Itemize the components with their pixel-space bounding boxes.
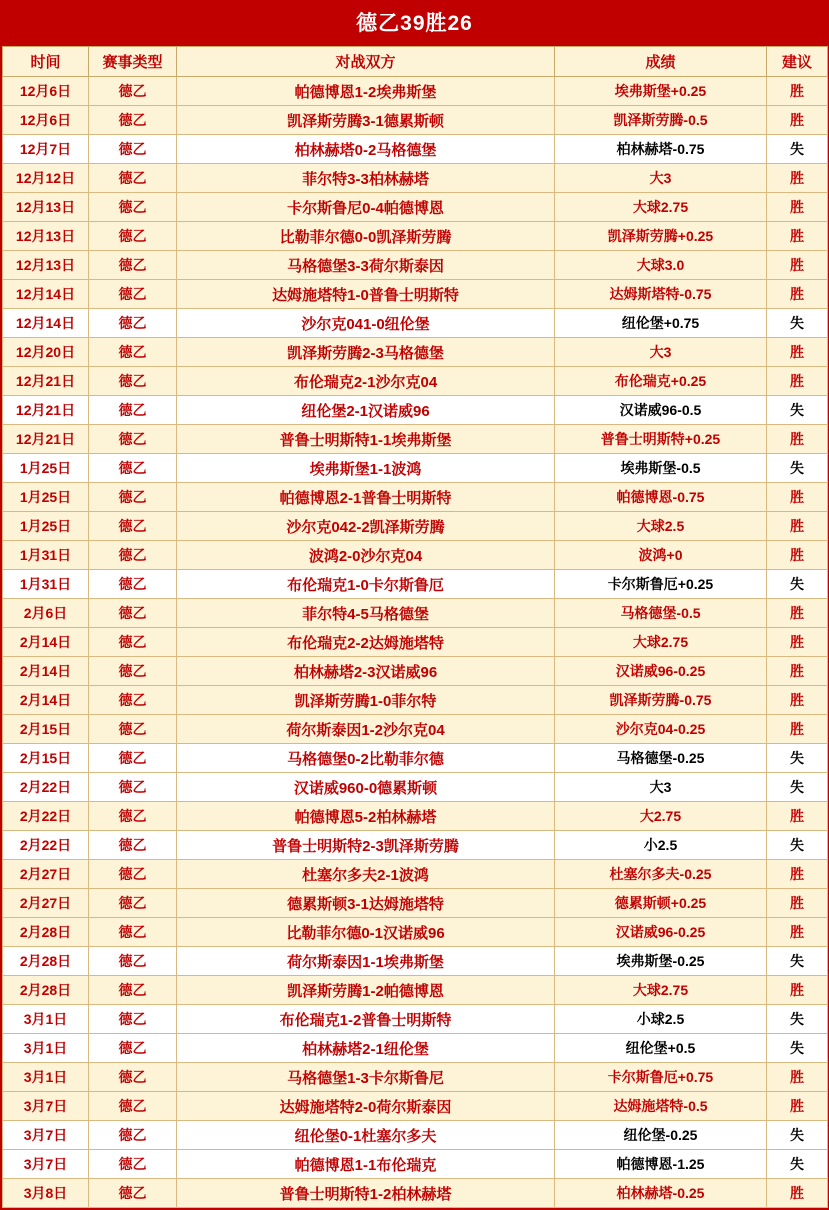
cell-match: 普鲁士明斯特2-3凯泽斯劳腾 xyxy=(177,831,555,860)
cell-advice: 胜 xyxy=(767,657,828,686)
cell-advice: 胜 xyxy=(767,628,828,657)
cell-league: 德乙 xyxy=(89,686,177,715)
table-row xyxy=(3,541,828,570)
cell-league: 德乙 xyxy=(89,947,177,976)
cell-result: 波鸿+0 xyxy=(555,541,767,570)
cell-advice: 失 xyxy=(767,947,828,976)
cell-league: 德乙 xyxy=(89,1121,177,1150)
cell-date: 12月13日 xyxy=(3,251,89,280)
cell-date: 12月21日 xyxy=(3,367,89,396)
table-row xyxy=(3,483,828,512)
cell-advice: 胜 xyxy=(767,1092,828,1121)
cell-league: 德乙 xyxy=(89,425,177,454)
cell-league: 德乙 xyxy=(89,367,177,396)
cell-advice: 胜 xyxy=(767,512,828,541)
cell-date: 12月7日 xyxy=(3,135,89,164)
cell-league: 德乙 xyxy=(89,918,177,947)
cell-league: 德乙 xyxy=(89,1092,177,1121)
cell-league: 德乙 xyxy=(89,309,177,338)
table-row xyxy=(3,135,828,164)
table-row xyxy=(3,802,828,831)
cell-date: 12月21日 xyxy=(3,396,89,425)
cell-league: 德乙 xyxy=(89,164,177,193)
cell-advice: 失 xyxy=(767,1034,828,1063)
cell-date: 2月14日 xyxy=(3,657,89,686)
column-header-advice: 建议 xyxy=(767,47,828,77)
table-row xyxy=(3,338,828,367)
cell-league: 德乙 xyxy=(89,280,177,309)
cell-league: 德乙 xyxy=(89,976,177,1005)
cell-match: 埃弗斯堡1-1波鸿 xyxy=(177,454,555,483)
cell-league: 德乙 xyxy=(89,483,177,512)
cell-date: 2月28日 xyxy=(3,947,89,976)
cell-advice: 胜 xyxy=(767,251,828,280)
table-row xyxy=(3,860,828,889)
table-row xyxy=(3,744,828,773)
cell-advice: 胜 xyxy=(767,715,828,744)
cell-match: 达姆施塔特1-0普鲁士明斯特 xyxy=(177,280,555,309)
cell-result: 小球2.5 xyxy=(555,1005,767,1034)
cell-date: 12月20日 xyxy=(3,338,89,367)
cell-match: 德累斯顿3-1达姆施塔特 xyxy=(177,889,555,918)
cell-advice: 胜 xyxy=(767,1063,828,1092)
table-row xyxy=(3,599,828,628)
cell-league: 德乙 xyxy=(89,831,177,860)
cell-match: 帕德博恩1-2埃弗斯堡 xyxy=(177,77,555,106)
cell-league: 德乙 xyxy=(89,396,177,425)
cell-league: 德乙 xyxy=(89,541,177,570)
cell-result: 杜塞尔多夫-0.25 xyxy=(555,860,767,889)
table-row xyxy=(3,947,828,976)
cell-date: 2月15日 xyxy=(3,715,89,744)
cell-league: 德乙 xyxy=(89,222,177,251)
cell-date: 12月13日 xyxy=(3,222,89,251)
cell-match: 凯泽斯劳腾2-3马格德堡 xyxy=(177,338,555,367)
cell-advice: 胜 xyxy=(767,976,828,1005)
cell-advice: 失 xyxy=(767,1150,828,1179)
cell-match: 卡尔斯鲁尼0-4帕德博恩 xyxy=(177,193,555,222)
cell-league: 德乙 xyxy=(89,512,177,541)
cell-league: 德乙 xyxy=(89,135,177,164)
cell-league: 德乙 xyxy=(89,77,177,106)
cell-league: 德乙 xyxy=(89,1005,177,1034)
cell-date: 2月28日 xyxy=(3,976,89,1005)
cell-match: 比勒菲尔德0-1汉诺威96 xyxy=(177,918,555,947)
table-row xyxy=(3,889,828,918)
cell-date: 3月7日 xyxy=(3,1092,89,1121)
cell-result: 凯泽斯劳腾+0.25 xyxy=(555,222,767,251)
cell-date: 2月27日 xyxy=(3,889,89,918)
cell-advice: 胜 xyxy=(767,802,828,831)
cell-match: 帕德博恩5-2柏林赫塔 xyxy=(177,802,555,831)
cell-advice: 胜 xyxy=(767,889,828,918)
cell-advice: 胜 xyxy=(767,686,828,715)
cell-result: 马格德堡-0.5 xyxy=(555,599,767,628)
match-table xyxy=(2,46,828,1208)
cell-league: 德乙 xyxy=(89,860,177,889)
cell-league: 德乙 xyxy=(89,193,177,222)
cell-advice: 失 xyxy=(767,570,828,599)
cell-date: 12月21日 xyxy=(3,425,89,454)
cell-advice: 胜 xyxy=(767,483,828,512)
cell-date: 2月15日 xyxy=(3,744,89,773)
table-row xyxy=(3,1063,828,1092)
cell-result: 帕德博恩-0.75 xyxy=(555,483,767,512)
cell-league: 德乙 xyxy=(89,657,177,686)
column-header-league: 赛事类型 xyxy=(89,47,177,77)
cell-result: 埃弗斯堡-0.25 xyxy=(555,947,767,976)
cell-advice: 失 xyxy=(767,309,828,338)
cell-date: 3月7日 xyxy=(3,1150,89,1179)
cell-result: 汉诺威96-0.25 xyxy=(555,918,767,947)
cell-match: 荷尔斯泰因1-2沙尔克04 xyxy=(177,715,555,744)
cell-date: 2月22日 xyxy=(3,773,89,802)
table-row xyxy=(3,657,828,686)
table-row xyxy=(3,251,828,280)
cell-date: 2月14日 xyxy=(3,628,89,657)
cell-advice: 胜 xyxy=(767,425,828,454)
table-row xyxy=(3,280,828,309)
table-row xyxy=(3,1092,828,1121)
table-row xyxy=(3,1179,828,1208)
cell-match: 沙尔克042-2凯泽斯劳腾 xyxy=(177,512,555,541)
column-header-date: 时间 xyxy=(3,47,89,77)
table-row xyxy=(3,1005,828,1034)
cell-league: 德乙 xyxy=(89,570,177,599)
cell-league: 德乙 xyxy=(89,599,177,628)
cell-league: 德乙 xyxy=(89,106,177,135)
cell-advice: 失 xyxy=(767,744,828,773)
cell-result: 马格德堡-0.25 xyxy=(555,744,767,773)
cell-advice: 胜 xyxy=(767,338,828,367)
cell-league: 德乙 xyxy=(89,1063,177,1092)
table-row xyxy=(3,164,828,193)
cell-league: 德乙 xyxy=(89,454,177,483)
cell-match: 马格德堡3-3荷尔斯泰因 xyxy=(177,251,555,280)
table-row xyxy=(3,396,828,425)
cell-league: 德乙 xyxy=(89,715,177,744)
cell-date: 3月1日 xyxy=(3,1063,89,1092)
cell-result: 布伦瑞克+0.25 xyxy=(555,367,767,396)
cell-match: 柏林赫塔0-2马格德堡 xyxy=(177,135,555,164)
cell-date: 3月1日 xyxy=(3,1034,89,1063)
cell-advice: 失 xyxy=(767,135,828,164)
cell-date: 1月25日 xyxy=(3,512,89,541)
table-body xyxy=(3,77,828,1208)
cell-date: 1月25日 xyxy=(3,483,89,512)
cell-result: 普鲁士明斯特+0.25 xyxy=(555,425,767,454)
cell-date: 12月6日 xyxy=(3,106,89,135)
cell-advice: 胜 xyxy=(767,541,828,570)
table-row xyxy=(3,309,828,338)
cell-result: 大3 xyxy=(555,164,767,193)
table-row xyxy=(3,454,828,483)
cell-advice: 失 xyxy=(767,396,828,425)
column-header-result: 成绩 xyxy=(555,47,767,77)
cell-match: 凯泽斯劳腾1-2帕德博恩 xyxy=(177,976,555,1005)
table-row xyxy=(3,686,828,715)
table-row xyxy=(3,222,828,251)
cell-advice: 胜 xyxy=(767,367,828,396)
cell-match: 普鲁士明斯特1-2柏林赫塔 xyxy=(177,1179,555,1208)
cell-advice: 失 xyxy=(767,454,828,483)
cell-result: 柏林赫塔-0.75 xyxy=(555,135,767,164)
table-row xyxy=(3,918,828,947)
cell-match: 沙尔克041-0纽伦堡 xyxy=(177,309,555,338)
cell-match: 马格德堡0-2比勒菲尔德 xyxy=(177,744,555,773)
cell-match: 荷尔斯泰因1-1埃弗斯堡 xyxy=(177,947,555,976)
cell-league: 德乙 xyxy=(89,889,177,918)
cell-date: 12月12日 xyxy=(3,164,89,193)
cell-date: 12月14日 xyxy=(3,309,89,338)
cell-result: 帕德博恩-1.25 xyxy=(555,1150,767,1179)
cell-result: 纽伦堡-0.25 xyxy=(555,1121,767,1150)
cell-result: 埃弗斯堡+0.25 xyxy=(555,77,767,106)
cell-match: 菲尔特4-5马格德堡 xyxy=(177,599,555,628)
cell-match: 杜塞尔多夫2-1波鸿 xyxy=(177,860,555,889)
column-header-match: 对战双方 xyxy=(177,47,555,77)
cell-date: 1月31日 xyxy=(3,570,89,599)
table-row xyxy=(3,1121,828,1150)
table-row xyxy=(3,512,828,541)
cell-advice: 胜 xyxy=(767,164,828,193)
cell-match: 比勒菲尔德0-0凯泽斯劳腾 xyxy=(177,222,555,251)
cell-result: 大球3.0 xyxy=(555,251,767,280)
cell-match: 纽伦堡0-1杜塞尔多夫 xyxy=(177,1121,555,1150)
cell-result: 达姆斯塔特-0.75 xyxy=(555,280,767,309)
cell-match: 柏林赫塔2-1纽伦堡 xyxy=(177,1034,555,1063)
cell-league: 德乙 xyxy=(89,802,177,831)
cell-result: 大球2.75 xyxy=(555,628,767,657)
cell-match: 布伦瑞克1-2普鲁士明斯特 xyxy=(177,1005,555,1034)
cell-result: 凯泽斯劳腾-0.5 xyxy=(555,106,767,135)
cell-result: 大3 xyxy=(555,338,767,367)
cell-league: 德乙 xyxy=(89,1034,177,1063)
cell-advice: 失 xyxy=(767,1005,828,1034)
cell-match: 柏林赫塔2-3汉诺威96 xyxy=(177,657,555,686)
table-row xyxy=(3,628,828,657)
table-row xyxy=(3,715,828,744)
cell-date: 2月14日 xyxy=(3,686,89,715)
table-header-row xyxy=(3,47,828,77)
cell-advice: 胜 xyxy=(767,280,828,309)
cell-result: 汉诺威96-0.25 xyxy=(555,657,767,686)
table-row xyxy=(3,77,828,106)
cell-match: 达姆施塔特2-0荷尔斯泰因 xyxy=(177,1092,555,1121)
cell-result: 埃弗斯堡-0.5 xyxy=(555,454,767,483)
cell-date: 3月8日 xyxy=(3,1179,89,1208)
cell-league: 德乙 xyxy=(89,1179,177,1208)
cell-result: 柏林赫塔-0.25 xyxy=(555,1179,767,1208)
cell-date: 3月7日 xyxy=(3,1121,89,1150)
cell-match: 纽伦堡2-1汉诺威96 xyxy=(177,396,555,425)
cell-result: 汉诺威96-0.5 xyxy=(555,396,767,425)
cell-match: 布伦瑞克1-0卡尔斯鲁厄 xyxy=(177,570,555,599)
cell-result: 大3 xyxy=(555,773,767,802)
cell-match: 汉诺威960-0德累斯顿 xyxy=(177,773,555,802)
cell-match: 波鸿2-0沙尔克04 xyxy=(177,541,555,570)
cell-result: 凯泽斯劳腾-0.75 xyxy=(555,686,767,715)
cell-advice: 胜 xyxy=(767,106,828,135)
cell-date: 1月25日 xyxy=(3,454,89,483)
table-row xyxy=(3,976,828,1005)
cell-match: 布伦瑞克2-1沙尔克04 xyxy=(177,367,555,396)
cell-result: 纽伦堡+0.75 xyxy=(555,309,767,338)
cell-league: 德乙 xyxy=(89,1150,177,1179)
table-row xyxy=(3,831,828,860)
cell-result: 沙尔克04-0.25 xyxy=(555,715,767,744)
table-row xyxy=(3,570,828,599)
cell-advice: 失 xyxy=(767,1121,828,1150)
page-title: 德乙39胜26 xyxy=(2,2,827,46)
table-row xyxy=(3,773,828,802)
cell-result: 达姆施塔特-0.5 xyxy=(555,1092,767,1121)
cell-advice: 胜 xyxy=(767,77,828,106)
cell-date: 2月28日 xyxy=(3,918,89,947)
cell-advice: 胜 xyxy=(767,918,828,947)
cell-advice: 胜 xyxy=(767,193,828,222)
cell-match: 凯泽斯劳腾1-0菲尔特 xyxy=(177,686,555,715)
cell-advice: 胜 xyxy=(767,599,828,628)
cell-match: 凯泽斯劳腾3-1德累斯顿 xyxy=(177,106,555,135)
cell-result: 德累斯顿+0.25 xyxy=(555,889,767,918)
cell-date: 1月31日 xyxy=(3,541,89,570)
cell-result: 卡尔斯鲁厄+0.75 xyxy=(555,1063,767,1092)
cell-result: 小2.5 xyxy=(555,831,767,860)
cell-date: 2月6日 xyxy=(3,599,89,628)
cell-advice: 胜 xyxy=(767,222,828,251)
cell-league: 德乙 xyxy=(89,628,177,657)
cell-date: 12月13日 xyxy=(3,193,89,222)
cell-result: 大球2.75 xyxy=(555,976,767,1005)
cell-result: 大球2.5 xyxy=(555,512,767,541)
table-row xyxy=(3,106,828,135)
cell-league: 德乙 xyxy=(89,338,177,367)
cell-result: 大2.75 xyxy=(555,802,767,831)
cell-match: 普鲁士明斯特1-1埃弗斯堡 xyxy=(177,425,555,454)
cell-match: 布伦瑞克2-2达姆施塔特 xyxy=(177,628,555,657)
table-row xyxy=(3,193,828,222)
cell-league: 德乙 xyxy=(89,744,177,773)
cell-result: 纽伦堡+0.5 xyxy=(555,1034,767,1063)
cell-date: 12月6日 xyxy=(3,77,89,106)
cell-advice: 胜 xyxy=(767,860,828,889)
cell-result: 卡尔斯鲁厄+0.25 xyxy=(555,570,767,599)
cell-match: 马格德堡1-3卡尔斯鲁尼 xyxy=(177,1063,555,1092)
table-row xyxy=(3,1150,828,1179)
cell-date: 2月27日 xyxy=(3,860,89,889)
cell-date: 3月1日 xyxy=(3,1005,89,1034)
cell-date: 12月14日 xyxy=(3,280,89,309)
cell-match: 菲尔特3-3柏林赫塔 xyxy=(177,164,555,193)
cell-advice: 失 xyxy=(767,773,828,802)
cell-match: 帕德博恩1-1布伦瑞克 xyxy=(177,1150,555,1179)
table-row xyxy=(3,367,828,396)
cell-league: 德乙 xyxy=(89,773,177,802)
cell-result: 大球2.75 xyxy=(555,193,767,222)
cell-date: 2月22日 xyxy=(3,831,89,860)
table-row xyxy=(3,1034,828,1063)
cell-advice: 失 xyxy=(767,831,828,860)
table-row xyxy=(3,425,828,454)
cell-date: 2月22日 xyxy=(3,802,89,831)
cell-advice: 胜 xyxy=(767,1179,828,1208)
cell-match: 帕德博恩2-1普鲁士明斯特 xyxy=(177,483,555,512)
cell-league: 德乙 xyxy=(89,251,177,280)
